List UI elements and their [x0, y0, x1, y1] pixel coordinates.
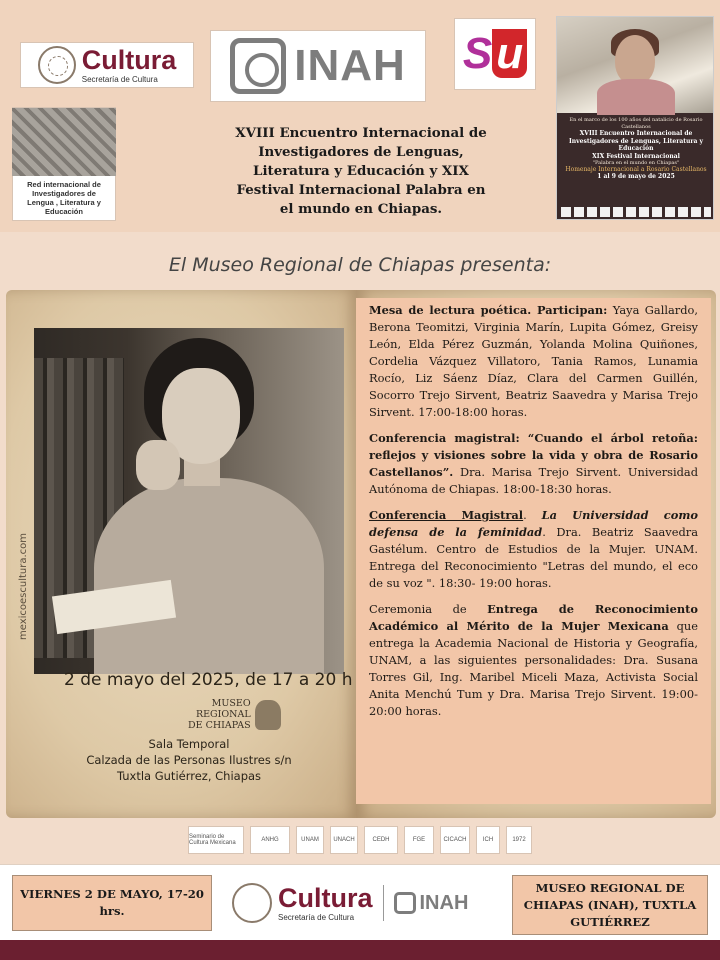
- poster-illustration: [557, 17, 714, 113]
- cultura-logo: [20, 42, 194, 88]
- museum-name-line-3: DE CHIAPAS: [188, 720, 251, 731]
- sponsor-logo: Seminario de Cultura Mexicana: [188, 826, 244, 854]
- rosario-castellanos-photo: [34, 328, 344, 674]
- sponsor-logo: 1972: [506, 826, 532, 854]
- footer-venue-box: MUSEO REGIONAL DE CHIAPAS (INAH), TUXTLA GUTIÉRREZ: [512, 875, 708, 935]
- program-item-conference-2: Conferencia Magistral. La Universidad como defensa de la feminidad. Dra. Beatriz Saavedra Gastélum. Centro de Estudios de la Mujer. UNAM. Entrega del Reconocimiento "Letras del mundo, el eco de su voz ". 18:30- 19:00 horas.: [369, 508, 698, 590]
- museum-name-line-2: REGIONAL: [195, 709, 251, 720]
- poster-tagline: "Palabra en el mundo en Chiapas": [592, 160, 680, 167]
- event-poster: [556, 16, 714, 220]
- museum-name-line-1: MUSEO: [211, 698, 251, 709]
- inah-logo: [210, 30, 426, 102]
- sponsor-logo: CICACH: [440, 826, 470, 854]
- program-item-conference-1: Conferencia magistral: “Cuando el árbol retoña: reflejos y visiones sobre la vida y obra de Rosario Castellanos”. Dra. Marisa Trejo Sirvent. Universidad Autónoma de Chiapas. 18:00-18:30 horas.: [369, 431, 698, 496]
- inah-logo-text: INAH: [294, 41, 406, 90]
- poster-homenaje: Homenaje Internacional a Rosario Castellanos: [565, 165, 707, 173]
- museum-figure-icon: [255, 700, 281, 730]
- program-item-ceremony: Ceremonia de Entrega de Reconocimiento Académico al Mérito de la Mujer Mexicana que entrega la Academia Nacional de Historia y Geografía, UNAM, a las siguientes personalidades: Dra. Susana Torres Gil, Ing. Maribel Miceli Maza, Activista Social Anita Menchú Tum y Dra. Marisa Trejo Sirvent. 19:00-20:00 horas.: [369, 602, 698, 718]
- su-logo-s: S: [462, 29, 493, 78]
- sponsor-logo: FGE: [404, 826, 434, 854]
- red-internacional-logo: [12, 107, 116, 221]
- inah-glyph-icon: [230, 38, 286, 94]
- cultura-logo-subtitle: Secretaría de Cultura: [81, 74, 158, 84]
- venue-room: Sala Temporal: [148, 737, 230, 751]
- footer-logos: [232, 883, 468, 923]
- program-panel: [356, 298, 711, 804]
- footer-cultura-text: Cultura: [278, 882, 373, 913]
- su-logo-u: u: [492, 29, 527, 78]
- sponsor-logo: ICH: [476, 826, 500, 854]
- venue-city: Tuxtla Gutiérrez, Chiapas: [116, 769, 262, 783]
- cultura-logo-text: Cultura: [81, 44, 177, 75]
- footer-date-box: VIERNES 2 DE MAYO, 17-20 hrs.: [12, 875, 212, 931]
- poster-sponsor-strip: [561, 207, 711, 217]
- red-logo-text: Red internacional de Investigadores de Lengua , Literatura y Educación: [27, 180, 101, 216]
- footer-divider: [383, 885, 384, 921]
- presenter-subtitle: El Museo Regional de Chiapas presenta:: [168, 254, 552, 276]
- su-logo: [454, 18, 536, 90]
- sponsor-logo: UNAM: [296, 826, 324, 854]
- book-left-page: [6, 290, 358, 818]
- footer: [0, 864, 720, 940]
- poster-intro: En el marco de los 100 años del natalicio de Rosario Castellanos: [569, 117, 703, 130]
- footer-cultura-subtitle: Secretaría de Cultura: [278, 912, 355, 922]
- poster-main-1: XVIII Encuentro Internacional de Investigadores de Lenguas, Literatura y Educación: [568, 130, 704, 153]
- site-url: mexicoescultura.com: [18, 532, 29, 640]
- sponsor-logo: ANHG: [250, 826, 290, 854]
- open-book: [0, 290, 720, 818]
- event-date: 2 de mayo del 2025, de 17 a 20 h: [64, 670, 353, 690]
- bottom-bar: [0, 940, 720, 960]
- maya-glyph-icon: [12, 108, 116, 176]
- poster-dates: 1 al 9 de mayo de 2025: [597, 173, 675, 181]
- venue-street: Calzada de las Personas Ilustres s/n: [86, 753, 292, 767]
- footer-inah-text: INAH: [419, 891, 469, 914]
- sponsor-logo: CEDH: [364, 826, 398, 854]
- venue-address: [34, 736, 344, 784]
- poster-main-2: XIX Festival Internacional: [592, 152, 680, 160]
- mexico-seal-icon: [38, 46, 76, 84]
- inah-glyph-icon: [394, 892, 416, 914]
- program-item-reading: Mesa de lectura poética. Participan: Yaya Gallardo, Berona Teomitzi, Virginia Marín, Lupita Gómez, Greisy León, Elda Pérez Guzmán, Yolanda Molina Quiñones, Cordelia Vázquez Villatoro, Tania Ramos, Lunamia Rocío, Liz Sáenz Díaz, Clara del Carmen Guillén, Socorro Trejo Sirvent, Beatriz Saavedra y Marisa Trejo Sirvent. 17:00-18:00 horas.: [369, 303, 698, 419]
- sponsor-logo: UNACH: [330, 826, 358, 854]
- museo-regional-logo: [188, 698, 281, 731]
- mexico-seal-icon: [232, 883, 272, 923]
- sponsor-logos: [0, 818, 720, 862]
- event-title: XVIII Encuentro Internacional de Investigadores de Lenguas, Literatura y Educación y XIX Festival Internacional Palabra en el mundo en Chiapas.: [235, 125, 487, 217]
